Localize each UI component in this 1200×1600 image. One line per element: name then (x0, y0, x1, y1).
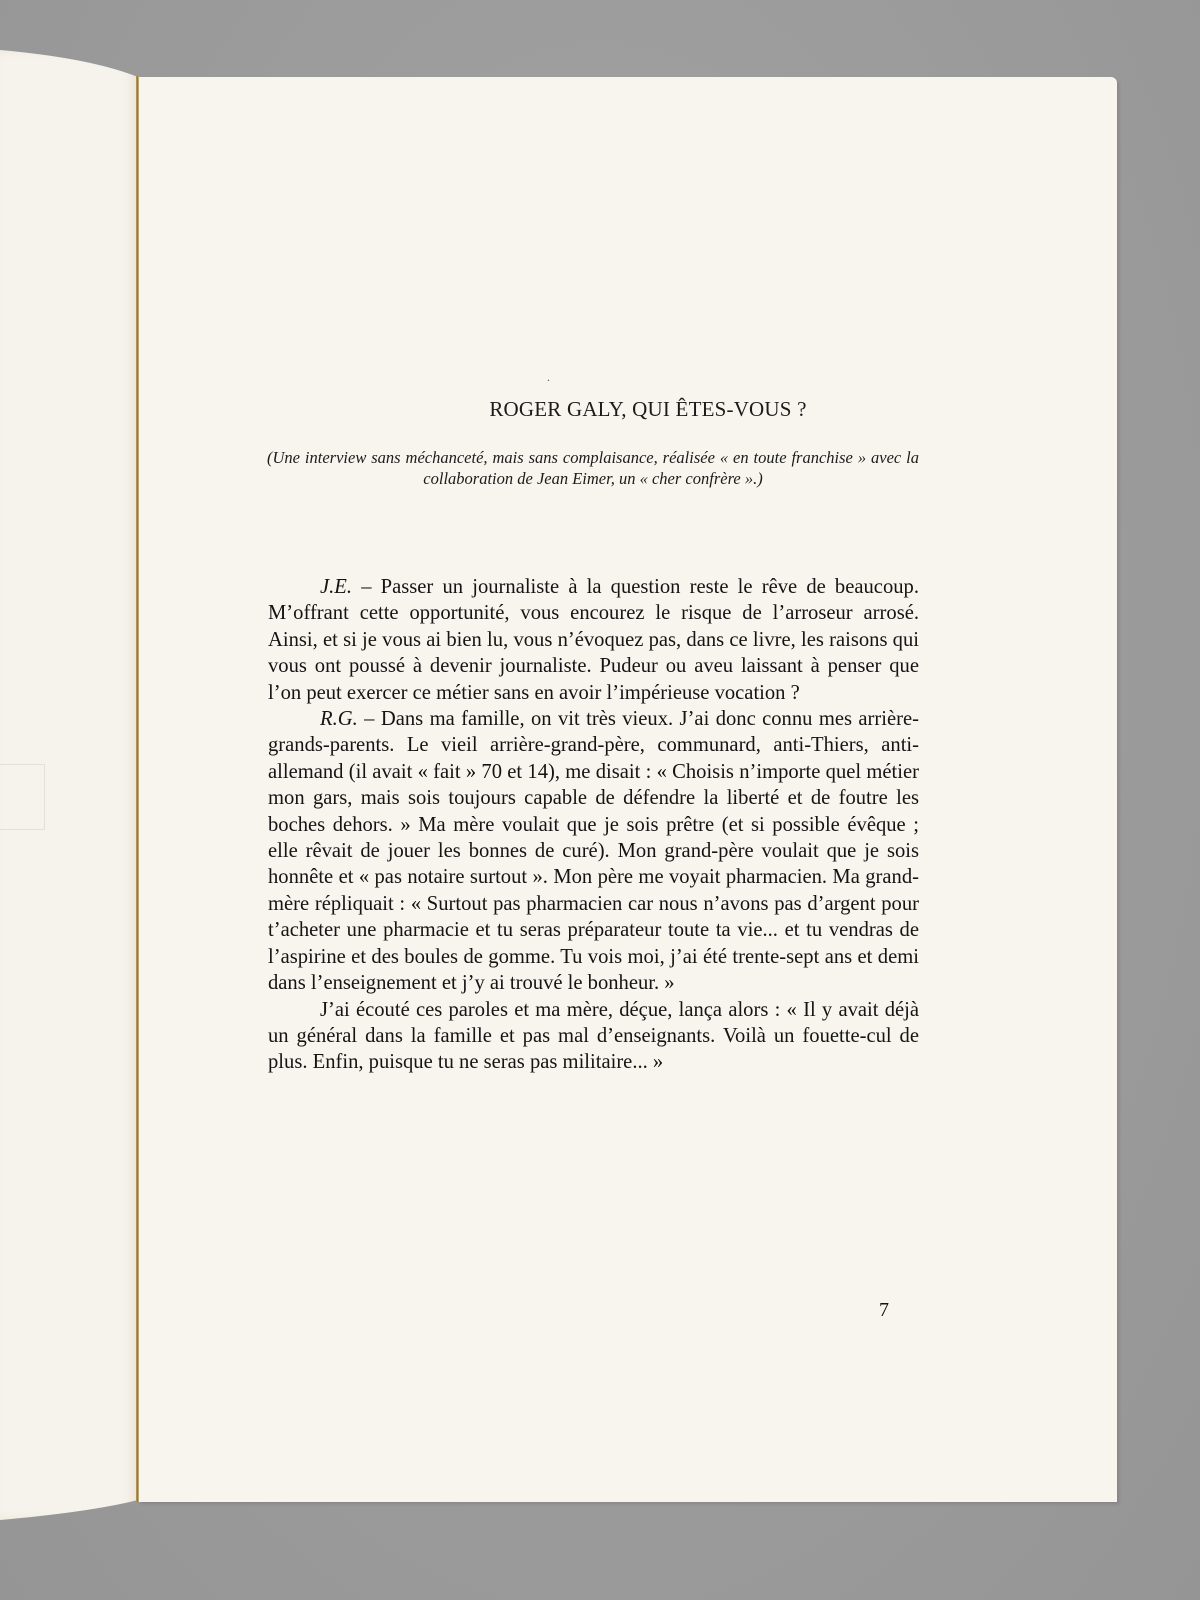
speaker-label: R.G. (320, 708, 358, 731)
dash: – (357, 708, 381, 731)
speaker-label: J.E. (320, 576, 353, 598)
ink-speck: . (547, 370, 550, 384)
paragraph-text: Dans ma famille, on vit très vieux. J’ai donc connu mes arrière-grands-parents. Le vieil arrière-grand-père, communard, anti-Thiers, anti-allemand (il avait « fait » 70 et 14), me disait : « Choisis n’importe quel métier mon gars, mais sois toujours capable de défendre la liberté et de foutre les boches dehors. » Ma mère voulait que je sois prêtre (et si possible évêque ; elle rêvait de jouer les bonnes de curé). Mon grand-père voulait que je sois honnête et « pas notaire surtout ». Mon père me voyait pharmacien. Ma grand-mère répliquait : « Surtout pas pharmacien car nous n’avons pas d’argent pour t’acheter une pharmacie et tu seras préparateur toute ta vie... et tu vendras de l’aspirine et des boules de gomme. Tu vois moi, j’ai été trente-sept ans et demi dans l’enseignement et j’y ai trouvé le bonheur. » (268, 708, 919, 995)
page-title: ROGER GALY, QUI ÊTES-VOUS ? (489, 397, 807, 421)
right-page (139, 77, 1117, 1502)
dash: – (352, 576, 381, 598)
paragraph (268, 574, 919, 706)
bleed-through-box (0, 764, 45, 830)
left-page (0, 50, 138, 1520)
subtitle: (Une interview sans méchanceté, mais sans complaisance, réalisée « en toute franchise » avec la collaboration de Jean Eimer, un « cher confrère ».) (267, 448, 919, 488)
paragraph (268, 706, 919, 996)
page-number: 7 (879, 1299, 889, 1321)
paragraph-text: Passer un journaliste à la question reste le rêve de beaucoup. M’offrant cette opportunité, vous encourez le risque de l’arroseur arrosé. Ainsi, et si je vous ai bien lu, vous n’évoquez pas, dans ce livre, les raisons qui vous ont poussé à devenir journaliste. Pudeur ou aveu laissant à penser que l’on peut exercer ce métier sans en avoir l’impérieuse vocation ? (268, 576, 919, 704)
paragraph-text: J’ai écouté ces paroles et ma mère, déçue, lança alors : « Il y avait déjà un général dans la famille et pas mal d’enseignants. Voilà un fouette-cul de plus. Enfin, puisque tu ne seras pas militaire... » (268, 998, 919, 1074)
paragraph (268, 997, 919, 1076)
body-text (268, 574, 919, 1076)
